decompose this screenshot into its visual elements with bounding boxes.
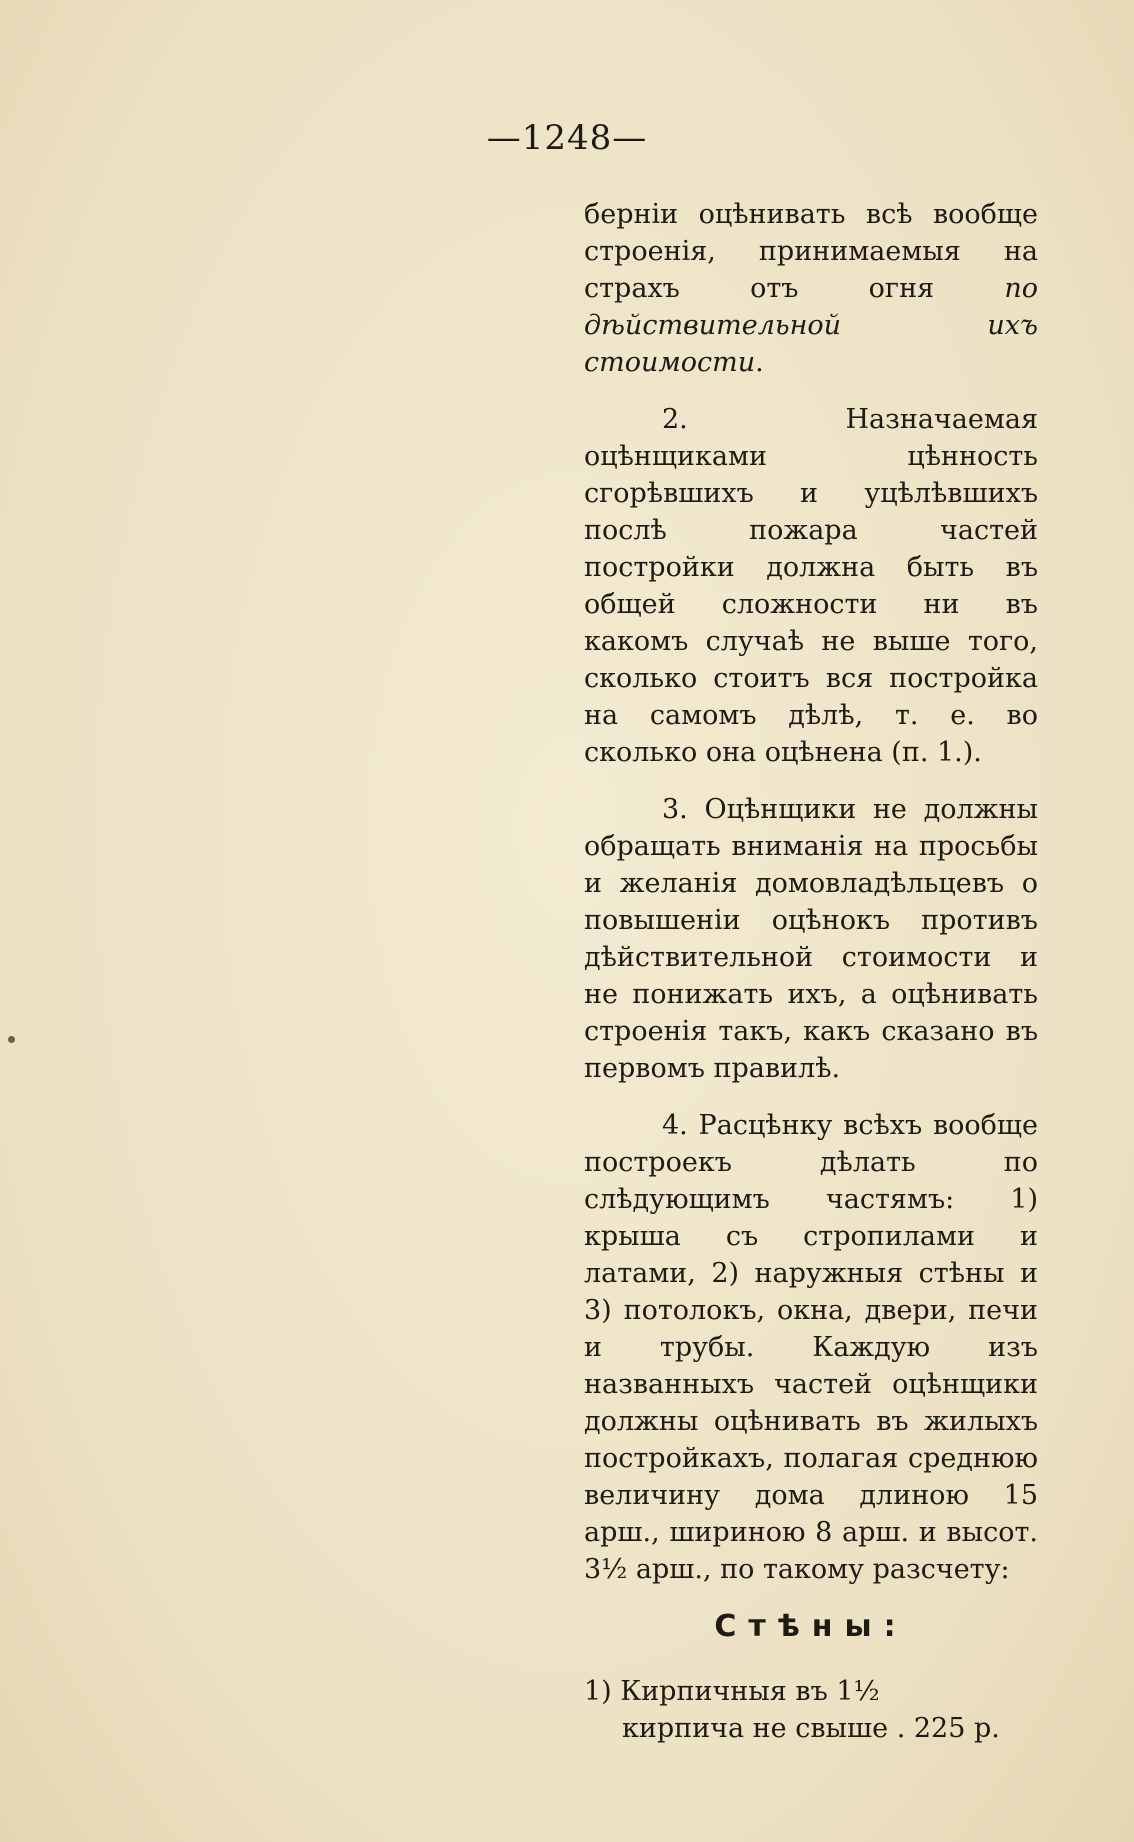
paragraph-1-text: берніи оцѣнивать всѣ вообще строенія, принимаемыя на страхъ отъ огня [584,199,1038,304]
paragraph-1-end: . [755,347,764,378]
paragraph-1 [584,196,1038,381]
page-number: —1248— [486,118,648,158]
list-item-line-1: 1) Кирпичныя въ 1½ [584,1676,880,1707]
paragraph-3: 3. Оцѣнщики не должны обращать вниманія на просьбы и желанія домовладѣльцевъ о повышеніи оцѣнокъ противъ дѣйствительной стоимости и не понижать ихъ, а оцѣнивать строенія такъ, какъ сказано въ первомъ правилѣ. [584,794,1038,1084]
paragraph-2: 2. Назначаемая оцѣнщиками цѣнность сгорѣвшихъ и уцѣлѣвшихъ послѣ пожара частей постройки должна быть въ общей сложности ни въ какомъ случаѣ не выше того, сколько стоитъ вся постройка на самомъ дѣлѣ, т. е. во сколько она оцѣнена (п. 1.). [584,404,1038,768]
paragraph-1-italic: по дѣйствительной ихъ стоимости [584,273,1038,378]
text-column [584,196,1038,1747]
ink-spot [8,1036,15,1043]
paragraph-4: 4. Расцѣнку всѣхъ вообще построекъ дѣлать по слѣдующимъ частямъ: 1) крыша съ стропилами и латами, 2) наружныя стѣны и 3) потолокъ, окна, двери, печи и трубы. Каждую изъ названныхъ частей оцѣнщики должны оцѣнивать въ жилыхъ постройкахъ, полагая среднюю величину дома длиною 15 арш., шириною 8 арш. и высот. 3½ арш., по такому разсчету: [584,1110,1038,1585]
section-heading: Стѣны: [714,1609,908,1644]
list-item-line-2: кирпича не свыше . 225 р. [622,1713,1000,1744]
list-item [584,1673,1038,1747]
